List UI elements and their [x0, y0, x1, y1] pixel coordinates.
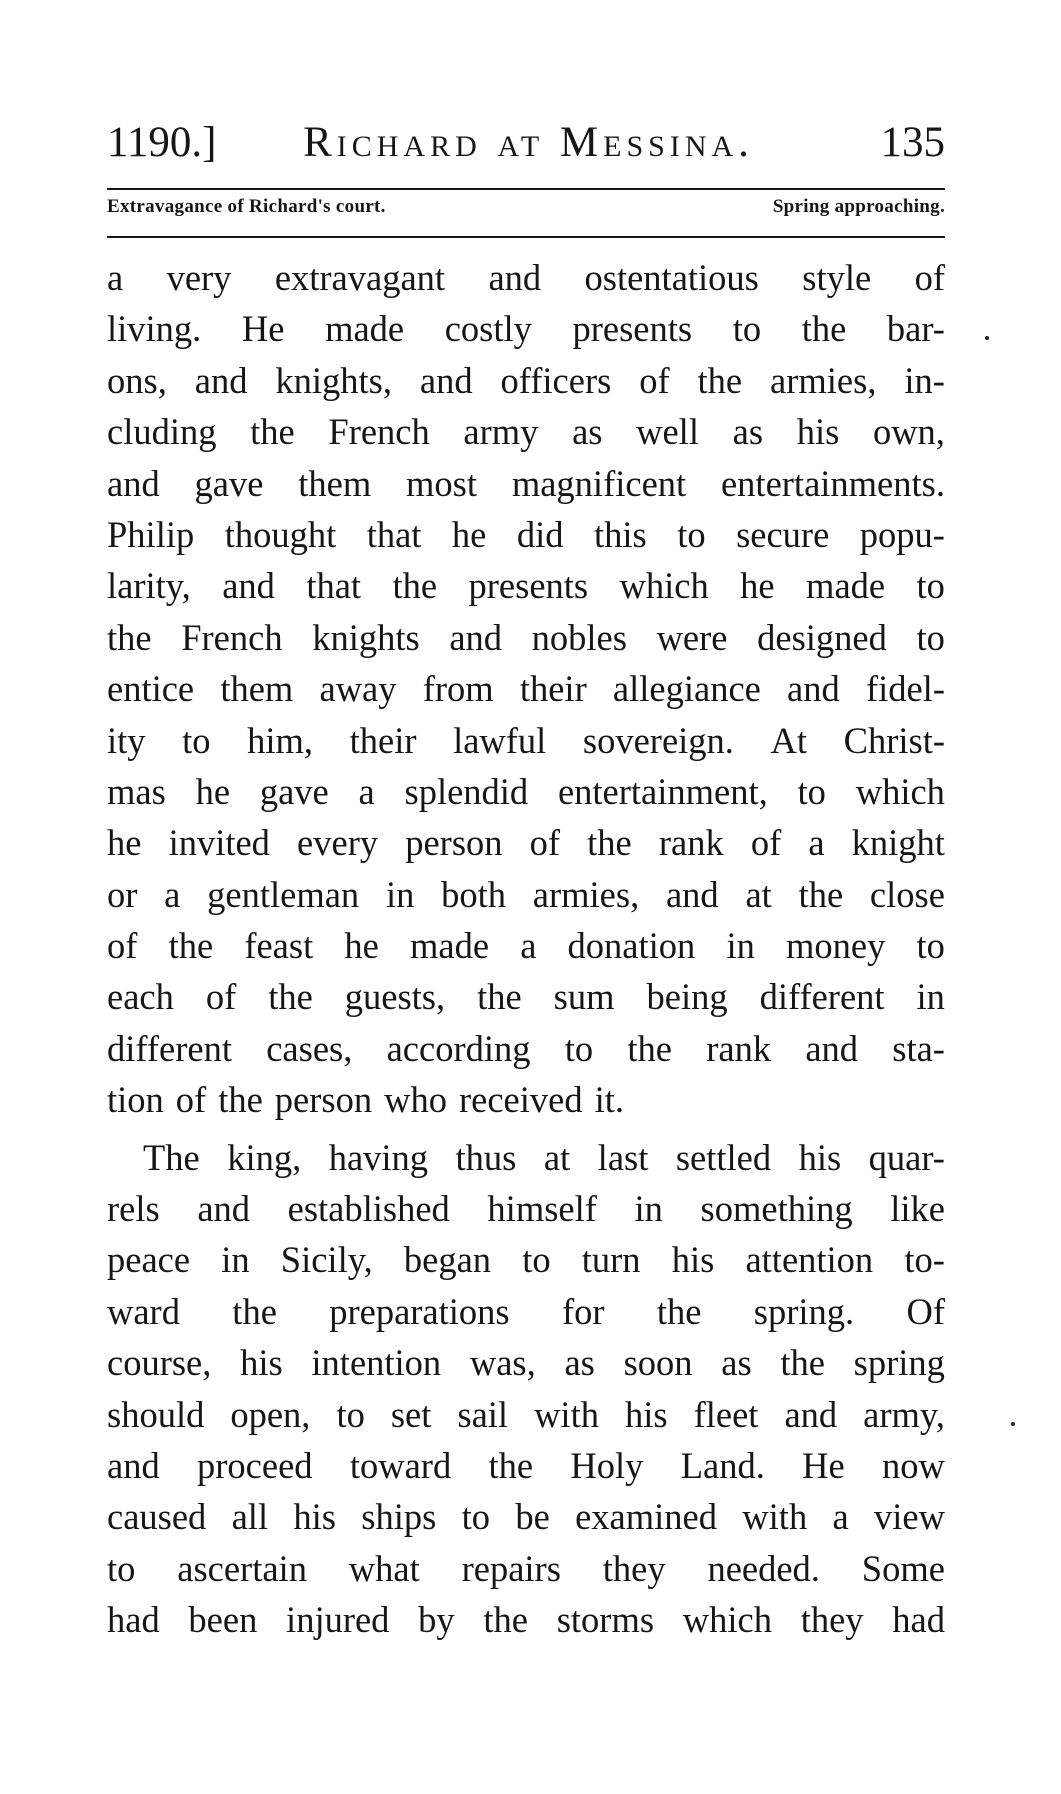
text-line: entice them away from their allegiance and fidel-	[107, 668, 945, 710]
header-title: Richard at Messina.	[303, 119, 754, 166]
text-line: living. He made costly presents to the bar-	[107, 308, 945, 350]
text-line: ity to him, their lawful sovereign. At Christ-	[107, 719, 945, 761]
text-line: course, his intention was, as soon as the spring	[107, 1342, 945, 1384]
text-line: of the feast he made a donation in money to	[107, 925, 945, 967]
header-year: 1190.]	[107, 119, 217, 166]
paragraph-2	[107, 1132, 945, 1646]
text-line: to ascertain what repairs they needed. Some	[107, 1547, 945, 1589]
text-line: and proceed toward the Holy Land. He now	[107, 1444, 945, 1486]
sidenote-left: Extravagance of Richard's court.	[107, 196, 386, 217]
text-line: caused all his ships to be examined with a view	[107, 1496, 945, 1538]
text-line: and gave them most magnificent entertainments.	[107, 462, 945, 504]
sidenotes	[107, 196, 945, 218]
text-line: each of the guests, the sum being different in	[107, 976, 945, 1018]
text-line: cluding the French army as well as his own,	[107, 411, 945, 453]
text-line: different cases, according to the rank and sta-	[107, 1027, 945, 1069]
page-number: 135	[880, 119, 945, 166]
paragraph-1	[107, 252, 945, 1126]
text-line: should open, to set sail with his fleet and army,	[107, 1393, 945, 1435]
text-line: rels and established himself in something like	[107, 1188, 945, 1230]
text-line: Philip thought that he did this to secure popu-	[107, 513, 945, 555]
text-line: The king, having thus at last settled his quar-	[143, 1136, 945, 1178]
body-text	[107, 252, 945, 1646]
text-line: had been injured by the storms which they had	[107, 1599, 945, 1641]
header-rule-bottom	[107, 236, 945, 238]
header-rule-top	[107, 188, 945, 190]
text-line: a very extravagant and ostentatious style of	[107, 257, 945, 298]
text-line: tion of the person who received it.	[107, 1079, 624, 1121]
running-head	[107, 118, 945, 174]
scan-speck	[1011, 1422, 1015, 1426]
text-line: larity, and that the presents which he made to	[107, 565, 945, 607]
book-page	[107, 0, 945, 1794]
text-line: ons, and knights, and officers of the armies, in-	[107, 359, 945, 401]
text-line: mas he gave a splendid entertainment, to which	[107, 770, 945, 812]
sidenote-right: Spring approaching.	[772, 196, 945, 217]
text-line: or a gentleman in both armies, and at the close	[107, 873, 945, 915]
scan-speck	[985, 336, 989, 340]
text-line: peace in Sicily, began to turn his attention to-	[107, 1239, 945, 1281]
text-line: he invited every person of the rank of a knight	[107, 822, 945, 864]
text-line: the French knights and nobles were designed to	[107, 616, 945, 658]
text-line: ward the preparations for the spring. Of	[107, 1290, 945, 1332]
